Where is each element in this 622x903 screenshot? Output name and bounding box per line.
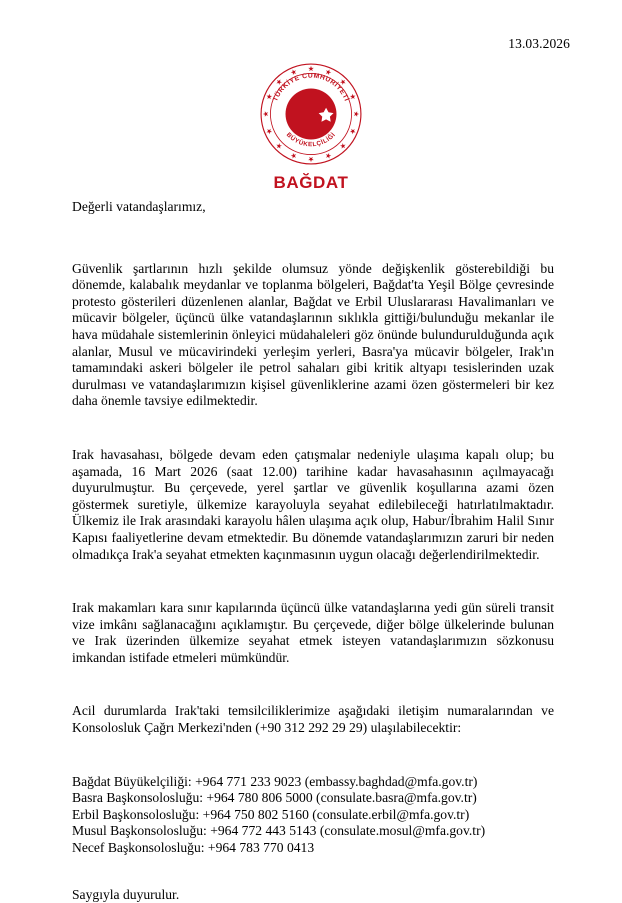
document-body	[72, 199, 554, 903]
svg-text:BÜYÜKELÇİLİĞİ: BÜYÜKELÇİLİĞİ	[284, 131, 338, 149]
embassy-seal-icon	[259, 62, 363, 166]
salutation: Değerli vatandaşlarımız,	[72, 199, 206, 214]
document-date: 13.03.2026	[508, 36, 570, 51]
paragraph-airspace-status: Irak havasahası, bölgede devam eden çatışmalar nedeniyle ulaşıma kapalı olup; bu aşamada, 16 Mart 2026 (saat 12.00) tarihine kadar havasahasının açılmayacağı duyurulmuştur. Bu çerçevede, yerel şartlar ve güvenlik koşullarına azami özen göstermek suretiyle, ülkemize karayoluyla seyahat edilebileceği hatırlatılmaktadır. Ülkemiz ile Irak arasındaki karayolu hâlen ulaşıma açık olup, Habur/İbrahim Halil Sınır Kapısı faaliyetlerine devam etmektedir. Bu dönemde vatandaşlarımızın zaruri bir neden olmadıkça Irak'a seyahat etmekten kaçınmasının uygun olacağı değerlendirilmektedir.	[72, 446, 554, 562]
list-item: Bağdat Büyükelçiliği: +964 771 233 9023 (embassy.baghdad@mfa.gov.tr)	[72, 773, 478, 789]
list-item: Erbil Başkonsolosluğu: +964 750 802 5160 (consulate.erbil@mfa.gov.tr)	[72, 806, 470, 822]
contact-list	[72, 774, 554, 857]
list-item: Musul Başkonsolosluğu: +964 772 443 5143 (consulate.mosul@mfa.gov.tr)	[72, 823, 486, 839]
closing-statement: Saygıyla duyurulur.	[72, 886, 180, 902]
paragraph-transit-visa: Irak makamları kara sınır kapılarında üçüncü ülke vatandaşlarına yedi gün süreli transit vize imkânı sağlanacağını açıklamıştır. Bu çerçevede, diğer bölge ülkelerinde bulunan ve Irak üzerinden ülkemize seyahat etmek isteyen vatandaşlarımızın sözkonusu imkandan istifade etmeleri mümkündür.	[72, 600, 554, 665]
letterhead	[0, 62, 622, 193]
embassy-city-label: BAĞDAT	[273, 173, 349, 192]
list-item: Basra Başkonsolosluğu: +964 780 806 5000 (consulate.basra@mfa.gov.tr)	[72, 790, 477, 806]
paragraph-emergency-contact-intro: Acil durumlarda Irak'taki temsilciliklerimize aşağıdaki iletişim numaralarından ve Konsolosluk Çağrı Merkezi'nden (+90 312 292 29 29) ulaşılabilecektir:	[72, 703, 554, 736]
svg-text:TÜRKİYE CUMHURİYETİ: TÜRKİYE CUMHURİYETİ	[272, 72, 350, 103]
paragraph-security-advisory: Güvenlik şartlarının hızlı şekilde olumsuz yönde değişkenlik gösterebildiği bu dönemde, kalabalık meydanlar ve toplanma bölgeleri, Bağdat'ta Yeşil Bölge çevresinde protesto gösterileri düzenlenen alanlar, Bağdat ve Erbil Uluslararası Havalimanları ve mücavir bölgeler, üçüncü ülke vatandaşlarının sıklıkla gittiği/bulunduğu mekanlar ile hava müdahale sistemlerinin önleyici müdahaleleri göz önünde bulundurulduğunda açık alanlar, Musul ve mücavirindeki yerleşim yerleri, Basra'ya mücavir bölgeler, Irak'ın tamamındaki askeri bölgeler ile petrol sahaları gibi kritik altyapı tesislerinden uzak durulması ve vatandaşlarımızın kişisel güvenliklerine azami özen göstermeleri bir kez daha önemle tavsiye edilmektedir.	[72, 260, 554, 409]
list-item: Necef Başkonsolosluğu: +964 783 770 0413	[72, 840, 315, 856]
